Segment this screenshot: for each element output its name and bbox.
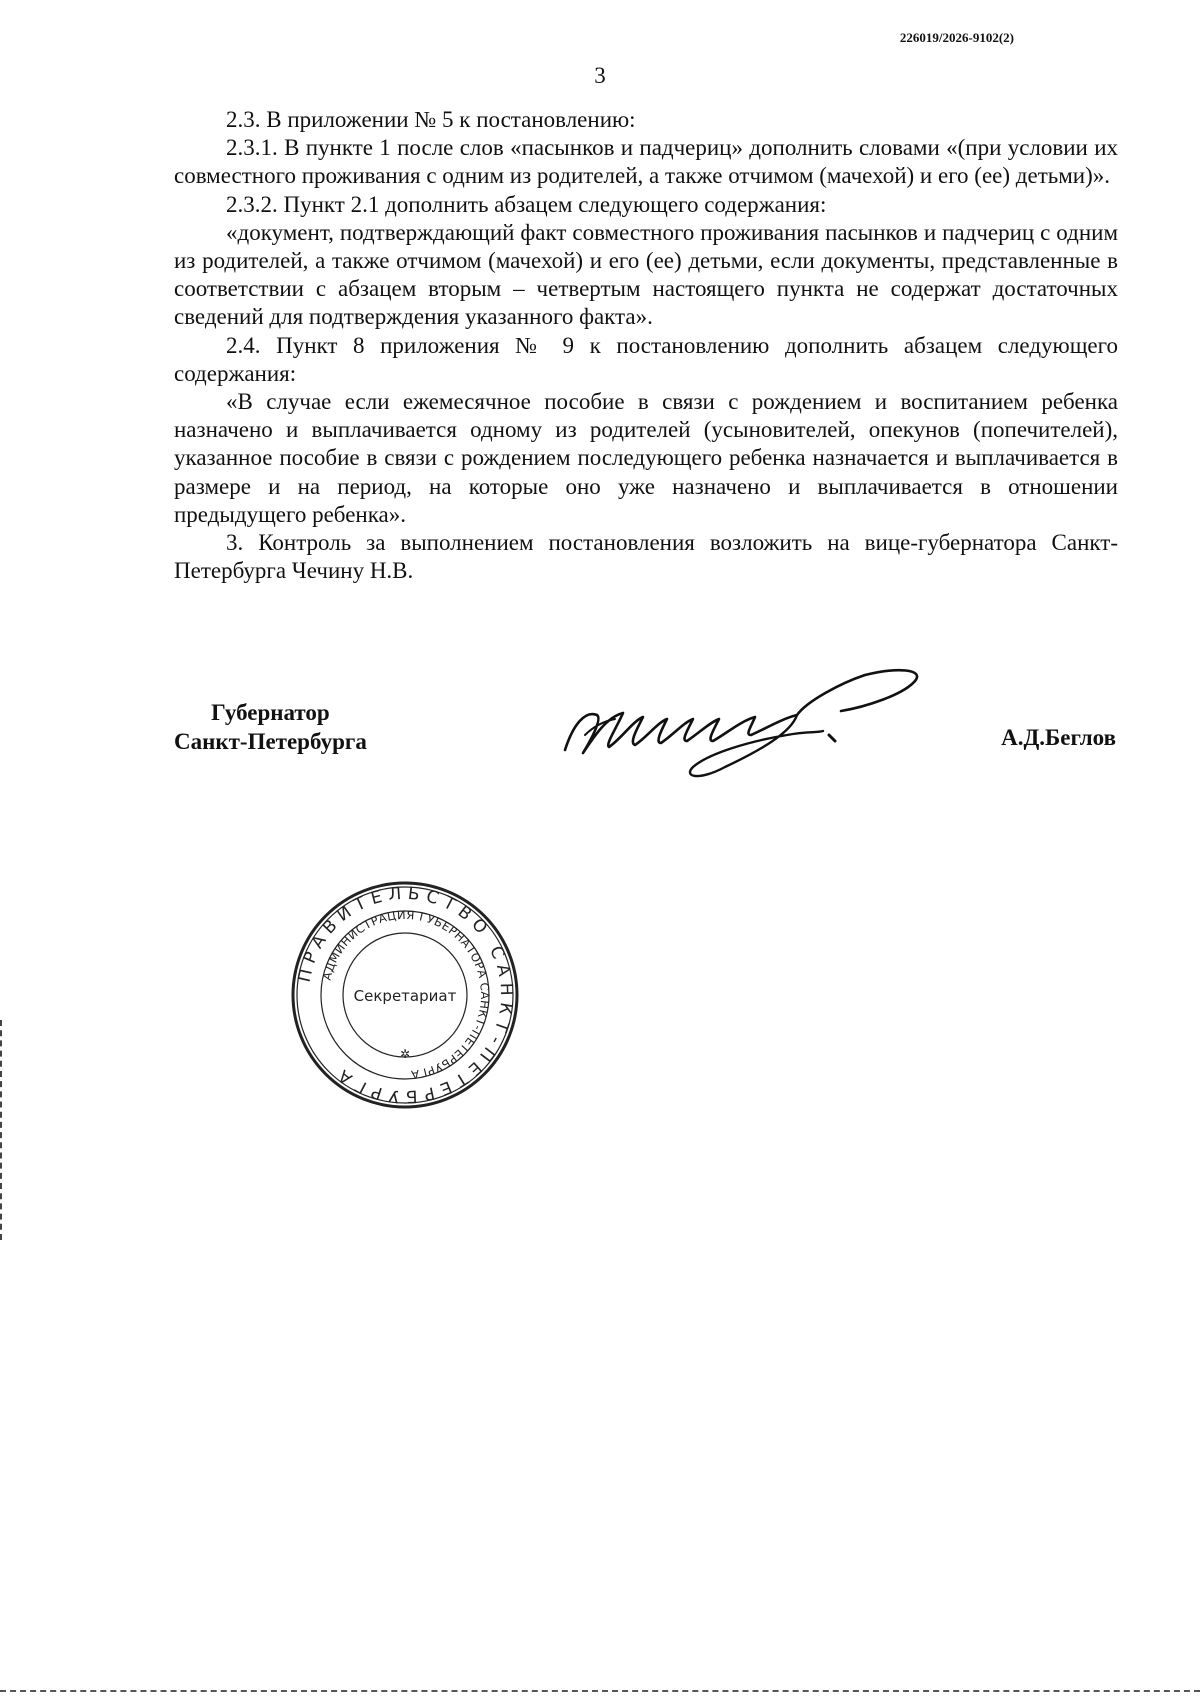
paragraph-2-3-2-quote: «документ, подтверждающий факт совместного проживания пасынков и падчериц с одним из родителей, а также отчимом (мачехой) и его (ее) детьми, если документы, представленные в соответствии с абзацем вторым – четвертым настоящего пункта не содержат достаточных сведений для подтверждения указанного факта». (174, 219, 1118, 330)
paragraph-3: 3. Контроль за выполнением постановления возложить на вице-губернатора Санкт-Петербурга Чечину Н.В. (174, 530, 1118, 584)
paragraph-2-4-quote: «В случае если ежемесячное пособие в связи с рождением и воспитанием ребенка назначено и выплачивается одному из родителей (усыновителей, опекунов (попечителей), указанное пособие в связи с рождением последующего ребенка назначается и выплачивается в размере и на период, на которые оно уже назначено и выплачивается в отношении предыдущего ребенка». (174, 389, 1118, 527)
paragraph-2-3: 2.3. В приложении № 5 к постановлению: (226, 107, 636, 132)
signatory-title (174, 698, 367, 756)
signatory-title-line1: Губернатор (211, 700, 330, 725)
handwritten-signature (545, 655, 965, 785)
paragraph-2-3-1: 2.3.1. В пункте 1 после слов «пасынков и падчериц» дополнить словами «(при условии их совместного проживания с одним из родителей, а также отчимом (мачехой) и его (ее) детьми)». (174, 135, 1118, 189)
paragraph-2-3-2: 2.3.2. Пункт 2.1 дополнить абзацем следующего содержания: (226, 191, 827, 217)
signatory-title-line2: Санкт-Петербурга (174, 729, 367, 754)
signatory-name: А.Д.Беглов (1001, 725, 1116, 750)
seal-inner-text: АДМИНИСТРАЦИЯ ГУБЕРНАТОРА САНКТ-ПЕТЕРБУРГА (319, 907, 493, 1082)
paragraph-2-4: 2.4. Пункт 8 приложения № 9 к постановлению дополнить абзацем следующего содержания: (174, 332, 1118, 386)
scan-edge-marks (0, 1020, 4, 1240)
seal-outer-text: ПРАВИТЕЛЬСТВО САНКТ-ПЕТЕРБУРГА (294, 883, 517, 1107)
document-id: 226019/2026-9102(2) (899, 30, 1014, 45)
seal-star-icon: ✲ (399, 1047, 411, 1061)
page-number: 3 (594, 63, 606, 88)
official-seal (290, 880, 520, 1110)
seal-center-text: Секретариат (353, 987, 457, 1005)
scan-bottom-edge (0, 1690, 1200, 1692)
document-body (174, 106, 1118, 585)
